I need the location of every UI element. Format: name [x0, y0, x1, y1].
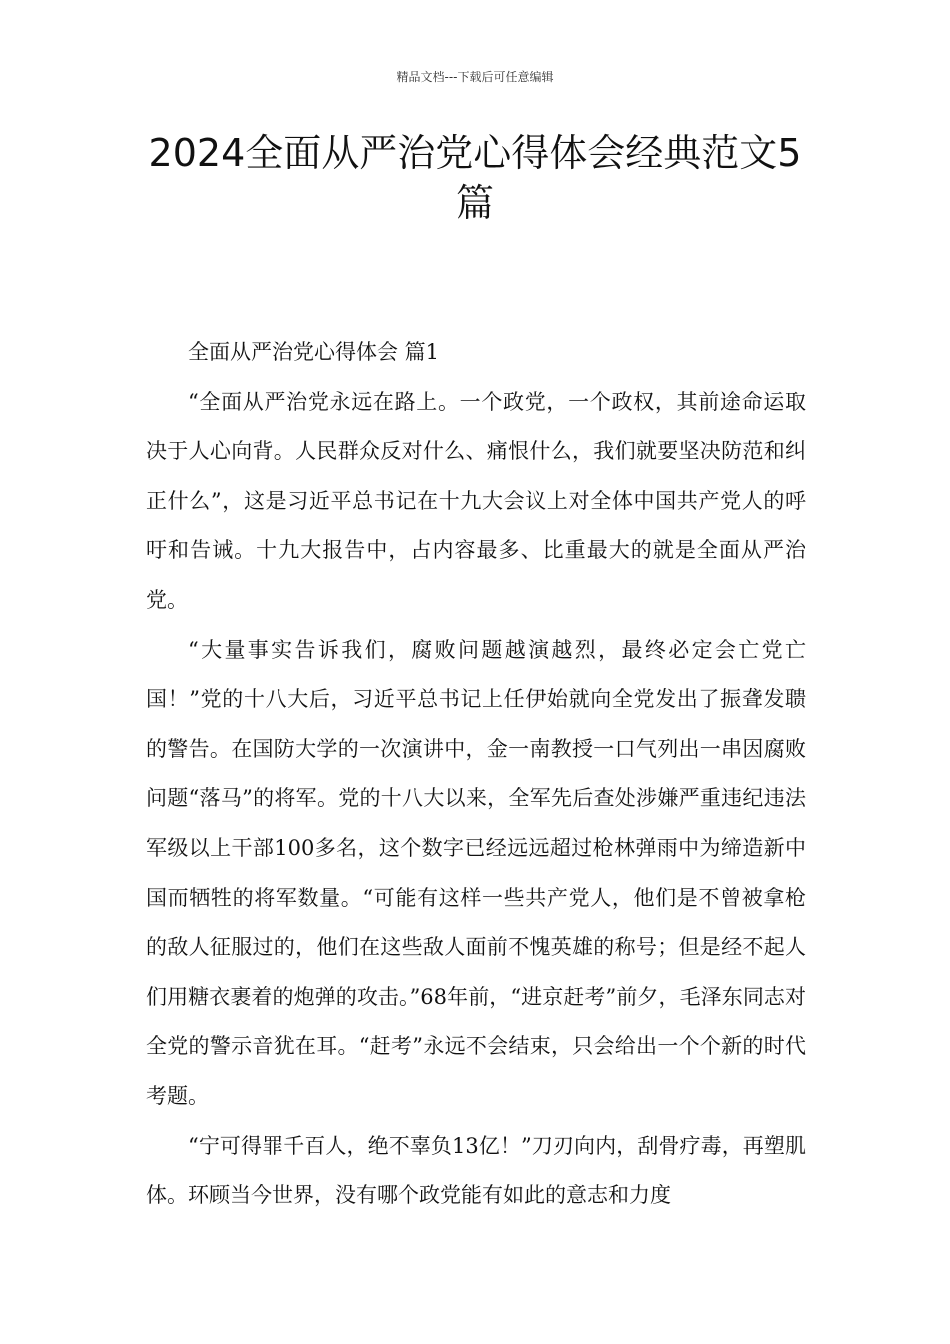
page-header: 精品文档---下载后可任意编辑: [396, 70, 554, 84]
paragraph-2: “大量事实告诉我们，腐败问题越演越烈，最终必定会亡党亡国！”党的十八大后，习近平总书记上任伊始就向全党发出了振聋发聩的警告。在国防大学的一次演讲中，金一南教授一口气列出一串因腐败问题“落马”的将军。党的十八大以来，全军先后查处涉嫌严重违纪违法军级以上干部100多名，这个数字已经远远超过枪林弹雨中为缔造新中国而牺牲的将军数量。“可能有这样一些共产党人，他们是不曾被拿枪的敌人征服过的，他们在这些敌人面前不愧英雄的称号；但是经不起人们用糖衣裹着的炮弹的攻击。”68年前，“进京赶考”前夕，毛泽东同志对全党的警示音犹在耳。“赶考”永远不会结束，只会给出一个个新的时代考题。: [146, 637, 806, 1108]
paragraph-3: “宁可得罪千百人，绝不辜负13亿！”刀刃向内，刮骨疗毒，再塑肌体。环顾当今世界，没有哪个政党能有如此的意志和力度: [146, 1133, 806, 1208]
document-title-line-2: 篇: [455, 181, 494, 225]
paragraph-1: “全面从严治党永远在路上。一个政党，一个政权，其前途命运取决于人心向背。人民群众反对什么、痛恨什么，我们就要坚决防范和纠正什么”，这是习近平总书记在十九大会议上对全体中国共产党人的呼吁和告诫。十九大报告中，占内容最多、比重最大的就是全面从严治党。: [146, 389, 806, 612]
article-body: [146, 328, 806, 1221]
section-heading: 全面从严治党心得体会 篇1: [188, 340, 440, 364]
document-title-line-1: 2024全面从严治党心得体会经典范文5: [148, 131, 802, 175]
document-title: [120, 128, 830, 228]
